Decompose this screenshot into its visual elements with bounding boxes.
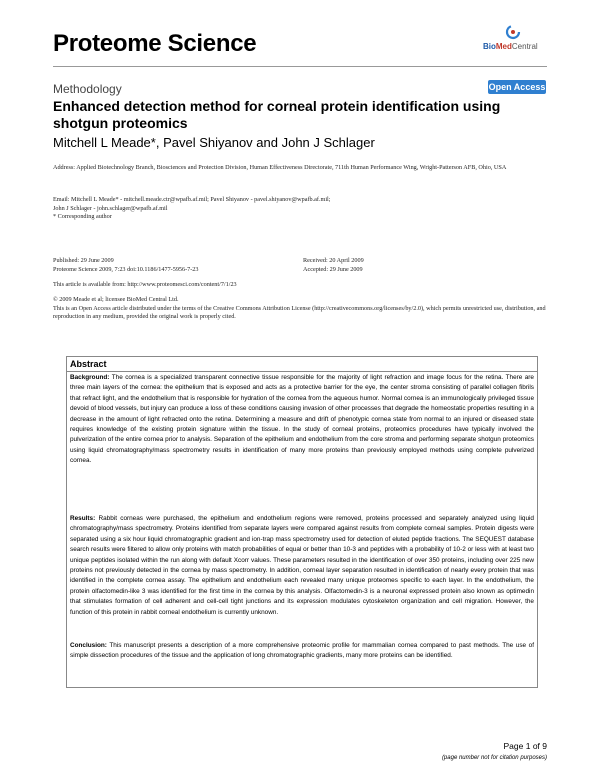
logo-central: Central — [511, 42, 538, 51]
email-line-2: John J Schlager - john.schlager@wpafb.af.mil — [53, 204, 168, 212]
article-type: Methodology — [53, 82, 122, 96]
results-text: Rabbit corneas were purchased, the epithelium and endothelium regions were removed, proteins processed and separately analyzed using liquid chromatography/mass spectrometry. Proteins identified from separate layers were compared against results from complete corneal samples. Protein digests were separated using a six hour liquid chromatographic gradient and ion-trap mass spectrometry used for detection of eluted peptide fractions. The SEQUEST database search results were filtered to allow only proteins with match probabilities of equal or better than 10-3 and peptides with a probability of 10-2 or less with at least two unique peptides isolated within the run along with default Xcorr values. These parameters resulted in the identification of over 350 proteins, including over 225 new proteins not previously detected in the cornea by mass spectrometry. In addition, corneal layer separation resulted in identification of nearly every protein that was identified in the complete cornea assay. The epithelium and endothelium each revealed many unique proteomes specific to each layer. In the endothelium, the protein olfactomedin-like 3 was identified for the first time in the cornea by this analysis. Olfactomedin-3 is a neuronal expressed protein also known as optimedin that stimulates formation of cell adherent and cell-cell tight junctions and its expression modulates cytoskeleton organization and cell migration. However, the function of this protein in rabbit corneal endothelium is currently unknown. — [70, 515, 534, 616]
conclusion-text: This manuscript presents a description of a more comprehensive proteomic profile for mammalian cornea compared to past methods. The use of simple dissection procedures of the tissue and the application of long chromatographic gradients, many more proteins can be identified. — [70, 642, 534, 660]
background-text: The cornea is a specialized transparent connective tissue responsible for the majority of light refraction and image focus for the retina. There are three main layers of the cornea: the epithelium that is exposed and acts as a protective barrier for the eye, the center stroma consisting of parallel collagen fibrils that refract light, and the endothelium that is responsible for hydration of the cornea from the aqueous humor. Normal cornea is an immunologically privileged tissue devoid of blood vessels, but injury can produce a loss of these conditions causing invasion of other processes that degrade the homeostatic properties resulting in a decrease in the amount of light refracted onto the retina. Determining a measure and drift of phenotypic cornea state from normal to an injured or diseased state requires knowledge of the existing protein signature within the tissue. In the study of corneal proteins, proteomics procedures have typically involved the pulverization of the entire cornea prior to analysis. Separation of the epithelium and endothelium from the core stroma and performing separate shotgun proteomics using liquid chromatography/mass spectrometry results in identification of many more proteins than previously employed methods using complete pulverized cornea. — [70, 374, 534, 465]
accepted-date: Accepted: 29 June 2009 — [303, 265, 363, 273]
page-number-note: (page number not for citation purposes) — [441, 755, 547, 761]
received-date: Received: 20 April 2009 — [303, 257, 364, 264]
copyright-line: © 2009 Meade et al; licensee BioMed Central Ltd. — [53, 296, 179, 303]
header-divider — [53, 66, 547, 67]
author-list: Mitchell L Meade*, Pavel Shiyanov and John J Schlager — [53, 135, 375, 150]
logo-bio: Bio — [483, 42, 496, 51]
published-date: Published: 29 June 2009 — [53, 257, 114, 264]
author-address: Address: Applied Biotechnology Branch, Biosciences and Protection Division, Human Effectiveness Directorate, 711th Human Performance Wing, Wright-Patterson AFB, Ohio, USA — [53, 164, 507, 171]
publication-info — [53, 257, 293, 274]
conclusion-label: Conclusion: — [70, 642, 107, 649]
abstract-conclusion — [70, 641, 534, 662]
abstract-background — [70, 373, 534, 467]
page-number: Page 1 of 9 — [503, 741, 547, 751]
abstract-results — [70, 514, 534, 618]
availability-url[interactable]: This article is available from: http://www.proteomesci.com/content/7/1/23 — [53, 281, 237, 288]
open-access-badge: Open Access — [488, 82, 546, 92]
citation: Proteome Science 2009, 7:23 doi:10.1186/1477-5956-7-23 — [53, 265, 199, 273]
abstract-box — [66, 356, 538, 688]
results-label: Results: — [70, 515, 96, 522]
copyright-block — [53, 296, 547, 322]
author-emails — [53, 196, 547, 222]
review-dates — [303, 257, 543, 274]
journal-title: Proteome Science — [53, 30, 257, 57]
license-text: This is an Open Access article distributed under the terms of the Creative Commons Attribution License (http://creativecommons.org/licenses/by/2.0), which permits unrestricted use, distribution, and reproduction in any medium, provided the original work is properly cited. — [53, 304, 546, 320]
biomed-central-logo — [483, 24, 543, 54]
corresponding-author-note: * Corresponding author — [53, 213, 112, 220]
biomed-logo-icon — [505, 24, 521, 40]
logo-med: Med — [495, 42, 512, 51]
abstract-heading: Abstract — [67, 357, 537, 372]
article-title: Enhanced detection method for corneal protein identification using shotgun proteomics — [53, 98, 501, 131]
email-line-1: Email: Mitchell L Meade* - mitchell.meade.ctr@wpafb.af.mil; Pavel Shiyanov - pavel.shiyanov@wpafb.af.mil; — [53, 196, 331, 203]
background-label: Background: — [70, 374, 110, 381]
